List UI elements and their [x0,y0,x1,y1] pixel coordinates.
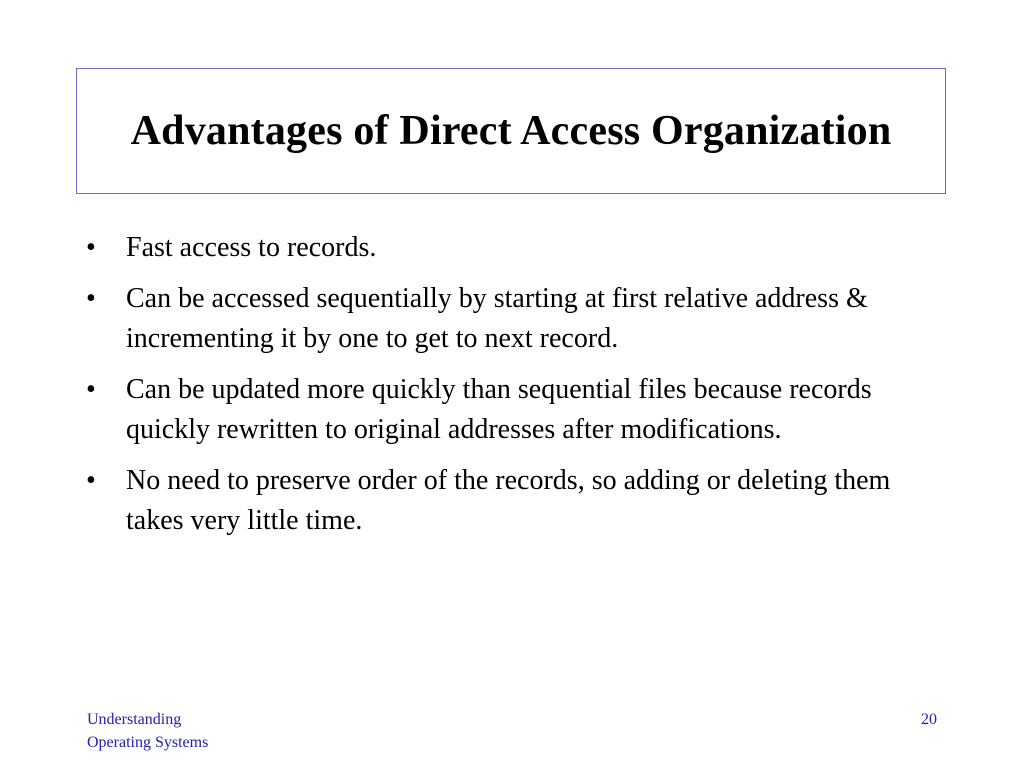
footer-line-2: Operating Systems [87,734,209,751]
footer-course-title [87,708,208,754]
bullet-item [86,370,936,450]
bullet-item [86,461,936,541]
bullet-icon: • [86,465,96,496]
slide-title: Advantages of Direct Access Organization [130,108,892,154]
bullet-text: Fast access to records. [126,232,377,263]
bullet-icon: • [86,283,96,314]
title-box [76,68,946,194]
page-number: 20 [921,711,937,728]
bullet-item [86,228,936,268]
bullet-icon: • [86,232,96,263]
bullet-list [86,228,936,552]
bullet-text: No need to preserve order of the records, so adding or deleting them takes very little time. [126,465,891,536]
footer-line-1: Understanding [87,711,182,728]
bullet-text: Can be accessed sequentially by starting at first relative address & incrementing it by one to get to next record. [126,283,868,354]
bullet-text: Can be updated more quickly than sequential files because records quickly rewritten to original addresses after modifications. [126,374,872,445]
bullet-item [86,279,936,359]
bullet-icon: • [86,374,96,405]
